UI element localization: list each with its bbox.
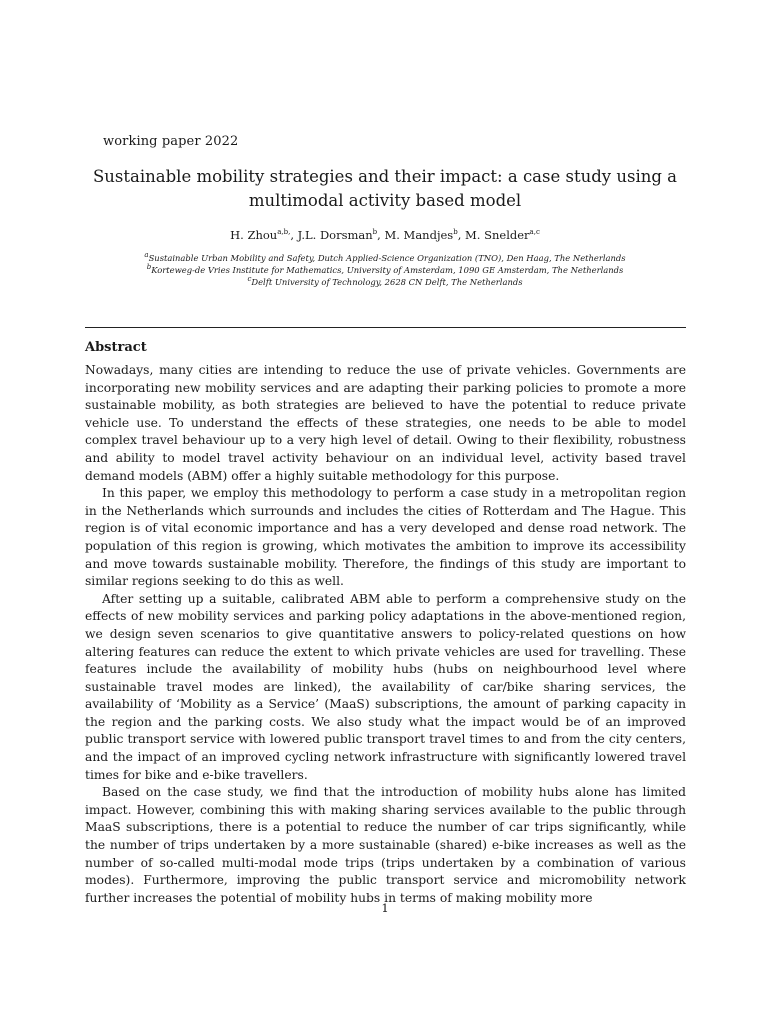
author-affiliation-mark: a,b, — [277, 228, 291, 237]
author-name: M. Mandjes — [384, 228, 454, 242]
affiliation-text: Sustainable Urban Mobility and Safety, Dutch Applied-Science Organization (TNO), Den Haag, The Netherlands — [148, 253, 626, 263]
horizontal-rule — [85, 327, 686, 328]
affiliation — [85, 264, 685, 276]
working-paper-label: working paper 2022 — [103, 134, 239, 149]
affiliation-mark: c — [247, 275, 252, 284]
paper-title: Sustainable mobility strategies and their impact: a case study using a multimodal activity based model — [93, 167, 677, 210]
affiliation — [85, 276, 685, 288]
author-separator: , — [377, 228, 385, 242]
affiliation-text: Korteweg-de Vries Institute for Mathematics, University of Amsterdam, 1090 GE Amsterdam, The Netherlands — [151, 265, 624, 276]
author-list — [85, 228, 685, 242]
abstract-paragraph: After setting up a suitable, calibrated ABM able to perform a comprehensive study on the effects of new mobility services and parking policy adaptations in the above-mentioned region, we design seven scenarios to give quantitative answers to policy-related questions on how altering features can reduce the extent to which private vehicles are used for travelling. These features include the availability of mobility hubs (hubs on neighbourhood level where sustainable travel modes are linked), the availability of car/bike sharing services, the availability of ‘Mobility as a Service’ (MaaS) subscriptions, the amount of parking capacity in the region and the parking costs. We also study what the impact would be of an improved public transport service with lowered public transport travel times to and from the city centers, and the impact of an improved cycling network infrastructure with significantly lowered travel times for bike and e-bike travellers. — [85, 591, 686, 782]
page-number: 1 — [381, 901, 389, 915]
affiliation — [85, 252, 685, 264]
author-affiliation-mark: a,c — [529, 228, 540, 237]
abstract-body — [85, 362, 686, 907]
abstract-paragraph: In this paper, we employ this methodology to perform a case study in a metropolitan region in the Netherlands which surrounds and includes the cities of Rotterdam and The Hague. This region is of vital economic importance and has a very developed and dense road network. The population of this region is growing, which motivates the ambition to improve its accessibility and move towards sustainable mobility. Therefore, the findings of this study are important to similar regions seeking to do this as well. — [85, 486, 686, 589]
author-name: J.L. Dorsman — [297, 228, 373, 242]
affiliation-mark: b — [146, 263, 152, 272]
affiliation-text: Delft University of Technology, 2628 CN Delft, The Netherlands — [251, 277, 523, 288]
abstract-paragraph: Nowadays, many cities are intending to reduce the use of private vehicles. Governments are incorporating new mobility services and are adapting their parking policies to promote a more sustainable mobility, as both strategies are believed to have the potential to reduce private vehicle use. To understand the effects of these strategies, one needs to be able to model complex travel behaviour up to a very high level of detail. Owing to their flexibility, robustness and ability to model travel activity behaviour on an individual level, activity based travel demand models (ABM) offer a highly suitable methodology for this purpose. — [85, 363, 686, 483]
author-name: M. Snelder — [465, 228, 530, 242]
author-affiliation-mark: b — [372, 228, 378, 237]
affiliation-list — [85, 252, 685, 289]
abstract-heading: Abstract — [85, 340, 147, 355]
abstract-paragraph: Based on the case study, we find that the introduction of mobility hubs alone has limited impact. However, combining this with making sharing services available to the public through MaaS subscriptions, there is a potential to reduce the number of car trips significantly, while the number of trips undertaken by a more sustainable (shared) e-bike increases as well as the number of so-called multi-modal mode trips (trips undertaken by a combination of various modes). Furthermore, improving the public transport service and micromobility network further increases the potential of mobility hubs in terms of making mobility more — [85, 785, 686, 905]
affiliation-mark: a — [144, 251, 149, 260]
author-name: H. Zhou — [230, 228, 278, 242]
author-separator: , — [290, 228, 298, 242]
author-separator: , — [457, 228, 466, 242]
author-affiliation-mark: b — [453, 228, 458, 237]
